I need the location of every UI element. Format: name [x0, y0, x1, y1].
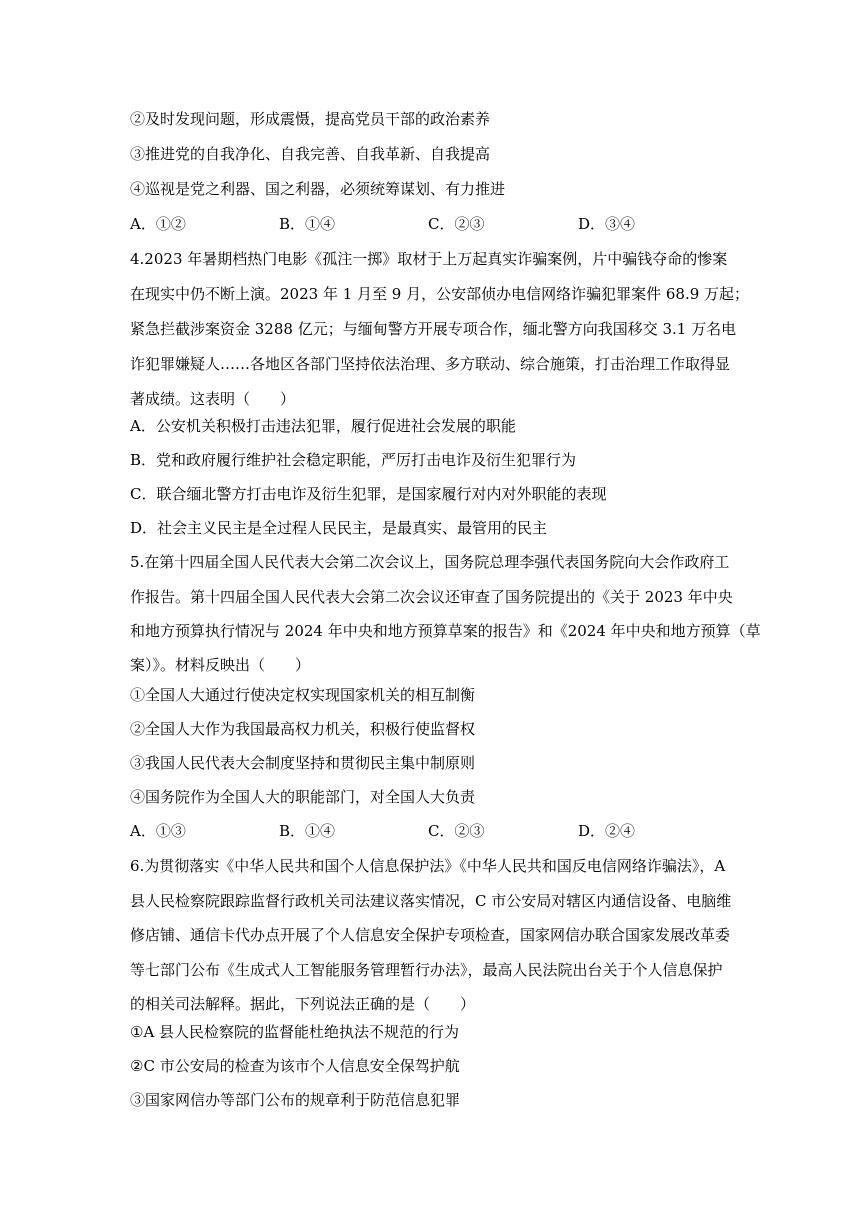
q6-stem-line: 6.为贯彻落实《中华人民共和国个人信息保护法》《中华人民共和国反电信网络诈骗法》，A [130, 857, 726, 875]
q5-statement-4: ④国务院作为全国人大的职能部门，对全国人大负责 [130, 788, 476, 806]
q4-stem-line: 在现实中仍不断上演。2023 年 1 月至 9 月，公安部侦办电信网络诈骗犯罪案件 68.9 万起； [130, 285, 750, 303]
option-a: A．①② [130, 215, 186, 233]
q5-stem-line: 5.在第十四届全国人民代表大会第二次会议上，国务院总理李强代表国务院向大会作政府工 [130, 553, 730, 571]
q5-statement-1: ①全国人大通过行使决定权实现国家机关的相互制衡 [130, 686, 476, 704]
statement-3: ③推进党的自我净化、自我完善、自我革新、自我提高 [130, 145, 491, 163]
statement-2: ②及时发现问题，形成震慑，提高党员干部的政治素养 [130, 110, 491, 128]
option-a: A．①③ [130, 822, 186, 840]
q5-stem-line: 作报告。第十四届全国人民代表大会第二次会议还审查了国务院提出的《关于 2023 年中央 [130, 588, 733, 606]
q6-stem-line: 等七部门公布《生成式人工智能服务管理暂行办法》，最高人民法院出台关于个人信息保护 [130, 961, 723, 979]
q5-statement-2: ②全国人大作为我国最高权力机关，积极行使监督权 [130, 720, 476, 738]
q4-choice-c: C．联合缅北警方打击电诈及衍生犯罪，是国家履行对内对外职能的表现 [130, 485, 607, 503]
q6-statement-3: ③国家网信办等部门公布的规章利于防范信息犯罪 [130, 1091, 461, 1109]
q5-stem-line: 和地方预算执行情况与 2024 年中央和地方预算草案的报告》和《2024 年中央和地方预算（草 [130, 622, 761, 640]
statement-4: ④巡视是党之利器、国之利器，必须统筹谋划、有力推进 [130, 180, 506, 198]
option-b: B．①④ [279, 215, 336, 233]
q4-stem-line: 诈犯罪嫌疑人……各地区各部门坚持依法治理、多方联动、综合施策，打击治理工作取得显 [130, 355, 731, 373]
option-b: B．①④ [279, 822, 336, 840]
option-c: C．②③ [428, 215, 485, 233]
options-row [130, 214, 730, 234]
q6-stem-line: 修店铺、通信卡代办点开展了个人信息安全保护专项检查，国家网信办联合国家发展改革委 [130, 926, 731, 944]
option-c: C．②③ [428, 822, 485, 840]
q4-stem-line: 紧急拦截涉案资金 3288 亿元；与缅甸警方开展专项合作，缅北警方向我国移交 3.1 万名电 [130, 320, 737, 338]
q5-options-row [130, 821, 730, 841]
q4-choice-b: B．党和政府履行维护社会稳定职能，严厉打击电诈及衍生犯罪行为 [130, 451, 577, 469]
q6-stem-line: 的相关司法解释。据此，下列说法正确的是（ ） [130, 995, 476, 1013]
q5-stem-line: 案）》。材料反映出（ ） [130, 656, 311, 674]
q6-statement-1: ①A 县人民检察院的监督能杜绝执法不规范的行为 [130, 1023, 460, 1041]
q4-stem-line: 4.2023 年暑期档热门电影《孤注一掷》取材于上万起真实诈骗案例，片中骗钱夺命的惨案 [130, 250, 728, 268]
option-d: D．③④ [578, 215, 636, 233]
option-d: D．②④ [578, 822, 636, 840]
q6-stem-line: 县人民检察院跟踪监督行政机关司法建议落实情况，C 市公安局对辖区内通信设备、电脑维 [130, 892, 732, 910]
q4-choice-d: D．社会主义民主是全过程人民民主，是最真实、最管用的民主 [130, 519, 548, 537]
q4-choice-a: A．公安机关积极打击违法犯罪，履行促进社会发展的职能 [130, 417, 516, 435]
q4-stem-line: 著成绩。这表明（ ） [130, 390, 296, 408]
q5-statement-3: ③我国人民代表大会制度坚持和贯彻民主集中制原则 [130, 754, 476, 772]
q6-statement-2: ②C 市公安局的检查为该市个人信息安全保驾护航 [130, 1057, 460, 1075]
